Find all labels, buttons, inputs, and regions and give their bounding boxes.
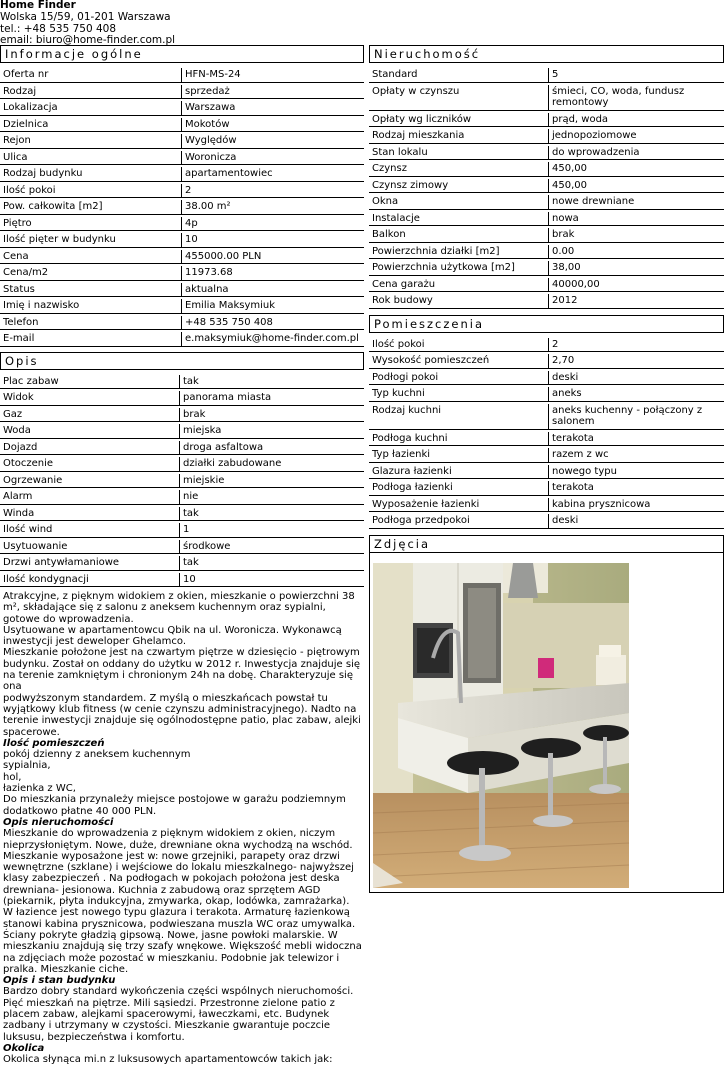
table-row [0, 474, 364, 489]
field-label: Opłaty w czynszu [369, 85, 548, 111]
field-value: 1 [179, 523, 364, 538]
opis-subheading: Ilość pomieszczeń [3, 737, 105, 749]
agency-name: Home Finder [0, 0, 76, 11]
field-value: nowe drewniane [548, 195, 724, 210]
field-label: Standard [369, 68, 548, 83]
table-row [0, 217, 364, 232]
field-value: aktualna [181, 283, 364, 298]
field-label: Powierzchnia użytkowa [m2] [369, 261, 548, 276]
section-title-opis: Opis [0, 352, 364, 370]
opis-paragraph: Okolica słynąca mi.n z luksusowych apartamentowców takich jak: [3, 1054, 333, 1065]
table-row [369, 245, 724, 260]
field-value: 38.00 m² [181, 200, 364, 215]
table-row [369, 465, 724, 480]
table-row [369, 404, 724, 430]
field-value: 2012 [548, 294, 724, 309]
table-row [0, 134, 364, 149]
field-value: deski [548, 371, 724, 386]
table-row [0, 441, 364, 456]
table-row [369, 129, 724, 144]
field-value: HFN-MS-24 [181, 68, 364, 83]
table-row [369, 68, 724, 83]
field-value: jednopoziomowe [548, 129, 724, 144]
agency-email: email: biuro@home-finder.com.pl [0, 34, 176, 47]
field-label: Ogrzewanie [0, 474, 179, 489]
field-label: Opłaty wg liczników [369, 113, 548, 128]
agency-address: Wolska 15/59, 01-201 Warszawa [0, 10, 171, 23]
opis-paragraph: Mieszkanie do wprowadzenia z pięknym widokiem z okien, niczym nieprzysłoniętym. Nowe, duże, drewniane okna wychodzą na wschód. Mieszkanie wyposażone jest w: nowe grzejniki, parapety oraz drzwi wewnętrzne (szklane) i wejściowe do lokalu mieszkalnego- najwyższej klasy zabezpieczeń . Na podłogach w pokojach położona jest deska drewniana- jesionowa. Kuchnia z zabudową oraz sprzętem AGD (piekarnik, płyta indukcyjna, zmywarka, okap, lodówka, zamrażarka). W łazience jest nowego typu glazura i terakota. Armaturę łazienkową stanowi kabina prysznicowa, podwieszana muszla WC oraz umywalka. Ściany pokryte gładzią gipsową. Nowe, jasne powłoki malarskie. W mieszkaniu znajdują się trzy szafy wnękowe. Większość mebli widoczna na zdjęciach może pozostać w mieszkaniu. Podobnie jak telewizor i pralka. Mieszkanie ciche. [3, 828, 362, 975]
table-row [0, 151, 364, 166]
field-value: sprzedaż [181, 85, 364, 100]
field-label: Alarm [0, 490, 179, 505]
field-label: Otoczenie [0, 457, 179, 472]
table-row [0, 573, 364, 588]
field-value: Wyględów [181, 134, 364, 149]
table-row [0, 283, 364, 298]
table-row [0, 556, 364, 571]
field-value: 10 [181, 233, 364, 248]
field-label: E-mail [0, 332, 181, 347]
opis-subheading: Opis nieruchomości [3, 816, 114, 828]
table-row [0, 391, 364, 406]
field-label: Cena garażu [369, 278, 548, 293]
field-value: tak [179, 375, 364, 390]
kitchen-photo[interactable] [373, 563, 629, 888]
field-value: miejskie [179, 474, 364, 489]
field-value: 450,00 [548, 179, 724, 194]
opis-paragraph: Mieszkanie położone jest na czwartym piętrze w dziesięcio - piętrowym budynku. Został on oddany do użytku w 2012 r. Inwestycja znajduje się na terenie zamkniętym i chronionym 24h na dobę. Charakteryzuje się ona [3, 647, 361, 693]
field-label: Woda [0, 424, 179, 439]
table-row [0, 167, 364, 182]
field-label: Czynsz zimowy [369, 179, 548, 194]
field-label: Podłoga łazienki [369, 481, 548, 496]
field-value: 2 [548, 338, 724, 353]
section-title-pomieszczenia: Pomieszczenia [369, 315, 724, 333]
table-row [369, 498, 724, 513]
table-row [0, 424, 364, 439]
opis-paragraph: Do mieszkania przynależy miejsce postojowe w garażu podziemnym dodatkowo płatne 40 000 PLN. [3, 794, 346, 817]
field-value: 10 [179, 573, 364, 588]
field-value: prąd, woda [548, 113, 724, 128]
field-label: Wysokość pomieszczeń [369, 354, 548, 369]
field-value: +48 535 750 408 [181, 316, 364, 331]
field-label: Wyposażenie łazienki [369, 498, 548, 513]
field-value: brak [179, 408, 364, 423]
table-nieruchomosc [369, 66, 724, 311]
table-row [0, 332, 364, 347]
field-label: Balkon [369, 228, 548, 243]
field-value: 11973.68 [181, 266, 364, 281]
field-value: apartamentowiec [181, 167, 364, 182]
left-column [0, 45, 364, 1065]
field-value: 38,00 [548, 261, 724, 276]
field-value: droga asfaltowa [179, 441, 364, 456]
field-label: Ilość pokoi [0, 184, 181, 199]
table-row [369, 338, 724, 353]
opis-paragraph: pokój dzienny z aneksem kuchennym [3, 749, 191, 761]
opis-paragraph: Atrakcyjne, z pięknym widokiem z okien, mieszkanie o powierzchni 38 m², składające się z salonu z aneksem kuchennym oraz sypialni, gotowe do wprowadzenia. [3, 591, 355, 625]
field-value: nowa [548, 212, 724, 227]
field-label: Winda [0, 507, 179, 522]
table-opis [0, 373, 364, 590]
table-row [0, 507, 364, 522]
field-label: Dojazd [0, 441, 179, 456]
field-value: 0.00 [548, 245, 724, 260]
table-row [369, 228, 724, 243]
section-title-zdjecia: Zdjęcia [369, 535, 724, 553]
table-row [369, 261, 724, 276]
field-value: 5 [548, 68, 724, 83]
field-value: brak [548, 228, 724, 243]
opis-paragraph: hol, [3, 771, 22, 783]
table-row [369, 278, 724, 293]
table-row [0, 184, 364, 199]
table-row [369, 514, 724, 529]
field-value: razem z wc [548, 448, 724, 463]
opis-subheading: Okolica [3, 1042, 45, 1054]
opis-paragraph: Usytuowane w apartamentowcu Qbik na ul. Woronicza. Wykonawcą inwestycji jest deweloper Ghelamco. [3, 624, 342, 648]
table-row [369, 162, 724, 177]
field-value: 40000,00 [548, 278, 724, 293]
field-label: Cena/m2 [0, 266, 181, 281]
table-row [0, 523, 364, 538]
field-label: Ilość wind [0, 523, 179, 538]
table-row [0, 250, 364, 265]
field-value: e.maksymiuk@home-finder.com.pl [181, 332, 364, 347]
table-row [0, 266, 364, 281]
field-label: Rok budowy [369, 294, 548, 309]
field-value: aneks [548, 387, 724, 402]
table-row [369, 294, 724, 309]
opis-paragraph: podwyższonym standardem. Z myślą o mieszkańcach powstał tu wyjątkowy klub fitness (w cenie czynszu administracyjnego). Nadto na terenie inwestycji znajduje się ogólnodostępne patio, plac zabaw, alejki spacerowe. [3, 692, 361, 738]
field-value: kabina prysznicowa [548, 498, 724, 513]
right-column [369, 45, 724, 893]
table-row [0, 375, 364, 390]
agency-header [0, 0, 400, 47]
field-label: Okna [369, 195, 548, 210]
table-row [369, 387, 724, 402]
field-label: Telefon [0, 316, 181, 331]
field-value: Emilia Maksymiuk [181, 299, 364, 314]
field-label: Imię i nazwisko [0, 299, 181, 314]
opis-paragraph: sypialnia, [3, 760, 51, 772]
table-row [0, 68, 364, 83]
table-row [369, 354, 724, 369]
table-row [0, 490, 364, 505]
field-value: nie [179, 490, 364, 505]
table-row [369, 195, 724, 210]
field-label: Ilość kondygnacji [0, 573, 179, 588]
field-label: Pow. całkowita [m2] [0, 200, 181, 215]
field-value: do wprowadzenia [548, 146, 724, 161]
field-value: 2 [181, 184, 364, 199]
field-value: 2,70 [548, 354, 724, 369]
opis-subheading: Opis i stan budynku [3, 975, 116, 987]
table-row [0, 101, 364, 116]
field-value: miejska [179, 424, 364, 439]
field-label: Ilość pięter w budynku [0, 233, 181, 248]
field-value: terakota [548, 481, 724, 496]
field-label: Glazura łazienki [369, 465, 548, 480]
table-row [369, 371, 724, 386]
field-label: Typ kuchni [369, 387, 548, 402]
field-label: Ilość pokoi [369, 338, 548, 353]
table-row [0, 299, 364, 314]
field-label: Piętro [0, 217, 181, 232]
opis-paragraph: łazienka z WC, [3, 783, 76, 795]
field-label: Dzielnica [0, 118, 181, 133]
field-label: Drzwi antywłamaniowe [0, 556, 179, 571]
table-row [369, 113, 724, 128]
field-label: Podłoga kuchni [369, 432, 548, 447]
field-value: terakota [548, 432, 724, 447]
field-value: 4p [181, 217, 364, 232]
field-label: Czynsz [369, 162, 548, 177]
field-value: 450,00 [548, 162, 724, 177]
agency-phone: tel.: +48 535 750 408 [0, 22, 117, 35]
table-row [0, 457, 364, 472]
field-value: aneks kuchenny - połączony z salonem [548, 404, 724, 430]
field-label: Rodzaj budynku [0, 167, 181, 182]
table-row [0, 316, 364, 331]
field-value: śmieci, CO, woda, fundusz remontowy [548, 85, 724, 111]
field-label: Rodzaj kuchni [369, 404, 548, 430]
table-row [0, 233, 364, 248]
section-title-nieruchomosc: Nieruchomość [369, 45, 724, 63]
table-row [0, 408, 364, 423]
field-label: Widok [0, 391, 179, 406]
table-row [369, 146, 724, 161]
table-row [369, 212, 724, 227]
field-value: Mokotów [181, 118, 364, 133]
field-label: Rodzaj [0, 85, 181, 100]
field-label: Podłogi pokoi [369, 371, 548, 386]
opis-paragraph: Bardzo dobry standard wykończenia części wspólnych nieruchomości. Pięć mieszkań na piętrze. Mili sąsiedzi. Przestronne zielone patio z placem zabaw, alejkami spacerowymi, ławeczkami, etc. Budynek zadbany i utrzymany w czystości. Mieszkanie gwarantuje poczcie luksusu, bezpieczeństwa i komfortu. [3, 986, 354, 1043]
opis-description [0, 589, 364, 1065]
field-label: Status [0, 283, 181, 298]
field-value: środkowe [179, 540, 364, 555]
table-row [0, 85, 364, 100]
field-label: Rodzaj mieszkania [369, 129, 548, 144]
field-value: 455000.00 PLN [181, 250, 364, 265]
field-value: panorama miasta [179, 391, 364, 406]
field-value: Warszawa [181, 101, 364, 116]
table-pomieszczenia [369, 336, 724, 531]
field-value: tak [179, 556, 364, 571]
field-value: działki zabudowane [179, 457, 364, 472]
field-label: Stan lokalu [369, 146, 548, 161]
field-label: Gaz [0, 408, 179, 423]
table-row [0, 118, 364, 133]
field-label: Plac zabaw [0, 375, 179, 390]
field-label: Powierzchnia działki [m2] [369, 245, 548, 260]
field-label: Ulica [0, 151, 181, 166]
field-label: Instalacje [369, 212, 548, 227]
field-label: Podłoga przedpokoi [369, 514, 548, 529]
table-row [369, 179, 724, 194]
field-value: deski [548, 514, 724, 529]
field-value: Woronicza [181, 151, 364, 166]
table-row [0, 200, 364, 215]
field-label: Cena [0, 250, 181, 265]
field-label: Typ łazienki [369, 448, 548, 463]
table-row [369, 432, 724, 447]
field-value: nowego typu [548, 465, 724, 480]
table-row [0, 540, 364, 555]
table-row [369, 85, 724, 111]
field-label: Rejon [0, 134, 181, 149]
field-value: tak [179, 507, 364, 522]
table-informacje [0, 66, 364, 349]
photo-frame [369, 553, 724, 893]
section-title-informacje: Informacje ogólne [0, 45, 364, 63]
table-row [369, 448, 724, 463]
field-label: Usytuowanie [0, 540, 179, 555]
table-row [369, 481, 724, 496]
field-label: Oferta nr [0, 68, 181, 83]
field-label: Lokalizacja [0, 101, 181, 116]
